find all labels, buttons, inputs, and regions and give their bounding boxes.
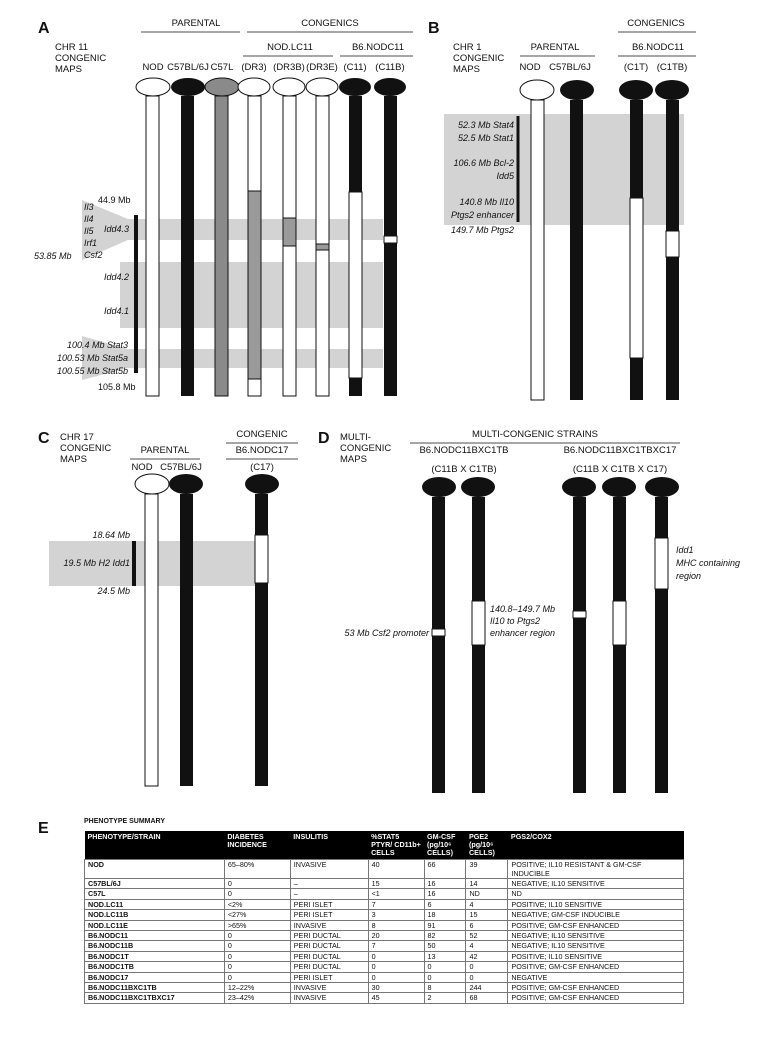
panel-c-title-line3: MAPS <box>60 454 87 465</box>
table-cell: 16 <box>424 889 466 899</box>
table-row <box>85 930 684 940</box>
table-cell: 0 <box>224 962 290 972</box>
table-cell: 8 <box>368 920 424 930</box>
table-cell: 50 <box>424 941 466 951</box>
table-cell: POSITIVE; GM-CSF ENHANCED <box>508 962 684 972</box>
idd5-label: Idd5 <box>496 171 514 181</box>
group1-header: B6.NODC11BXC1TB <box>419 445 509 456</box>
panel-c-label: C <box>38 430 50 447</box>
panel-d <box>318 429 740 793</box>
table-cell: 14 <box>466 879 508 889</box>
phenotype-summary-title: PHENOTYPE SUMMARY <box>84 818 166 825</box>
gene-ptgs2: 149.7 Mb Ptgs2 <box>450 225 514 235</box>
gene-stat1: 52.5 Mb Stat1 <box>457 133 514 143</box>
table-cell: 0 <box>224 941 290 951</box>
table-cell: 15 <box>368 879 424 889</box>
table-cell: PERI ISLET <box>290 910 368 920</box>
table-cell: 4 <box>466 941 508 951</box>
table-cell: 39 <box>466 860 508 879</box>
chr-d2-c1tb <box>602 477 636 793</box>
strain-cell: NOD.LC11B <box>85 910 225 920</box>
table-cell: 0 <box>424 962 466 972</box>
idd4-3-label: Idd4.3 <box>104 224 130 234</box>
table-cell: POSITIVE; IL10 SENSITIVE <box>508 899 684 909</box>
panel-b-b6nodc11-header: B6.NODC11 <box>631 42 685 53</box>
strain-c11b: (C11B) <box>375 62 405 73</box>
gene-il4: Il4 <box>84 214 94 224</box>
table-cell: 7 <box>368 941 424 951</box>
panel-b-label: B <box>428 20 440 37</box>
panel-d-title-line1: MULTI- <box>340 432 371 443</box>
panel-b-congenics-header: CONGENICS <box>627 18 685 29</box>
panel-e-label: E <box>38 820 49 837</box>
strain-b-nod: NOD <box>519 62 541 73</box>
table-cell: 68 <box>466 993 508 1003</box>
table-cell: POSITIVE; GM-CSF ENHANCED <box>508 993 684 1003</box>
strain-nod: NOD <box>142 62 164 73</box>
table-row <box>85 910 684 920</box>
panel-c-b6nodc17-header: B6.NODC17 <box>235 445 289 456</box>
table-row <box>85 920 684 930</box>
table-cell: – <box>290 879 368 889</box>
table-cell: PERI ISLET <box>290 899 368 909</box>
table-cell: 6 <box>466 920 508 930</box>
strain-c57l: C57L <box>210 62 234 73</box>
panel-c-title-line1: CHR 17 <box>60 432 94 443</box>
table-cell: INVASIVE <box>290 920 368 930</box>
strain-dr3b: (DR3B) <box>273 62 305 73</box>
gene-il5: Il5 <box>84 226 94 236</box>
table-cell: 13 <box>424 951 466 961</box>
panel-a-label: A <box>38 20 50 37</box>
table-cell: 0 <box>368 972 424 982</box>
table-cell: 45 <box>368 993 424 1003</box>
table-cell: POSITIVE; GM-CSF ENHANCED <box>508 920 684 930</box>
strain-b-c57bl6j: C57BL/6J <box>549 62 591 73</box>
ann-il10-line3: enhancer region <box>490 628 556 638</box>
strain-dr3: (DR3) <box>241 62 267 73</box>
panel-a-title-line1: CHR 11 <box>55 42 89 53</box>
table-cell: 66 <box>424 860 466 879</box>
gene-stat5a: 100.53 Mb Stat5a <box>56 353 128 363</box>
panel-a-nodlc11-header: NOD.LC11 <box>267 42 313 53</box>
ann-idd1-line3: region <box>676 571 702 581</box>
strain-cell: B6.NODC11B <box>85 941 225 951</box>
table-row <box>85 879 684 889</box>
table-cell: 91 <box>424 920 466 930</box>
panel-c-parental-header: PARENTAL <box>140 445 190 456</box>
gene-il3: Il3 <box>84 202 94 212</box>
table-cell: ND <box>466 889 508 899</box>
table-cell: INVASIVE <box>290 860 368 879</box>
table-cell: PERI ISLET <box>290 972 368 982</box>
table-cell: 30 <box>368 982 424 992</box>
phenotype-summary-table <box>84 831 684 1004</box>
strain-cell: B6.NODC11BXC1TB <box>85 982 225 992</box>
strain-cell: C57L <box>85 889 225 899</box>
strain-cell: NOD <box>85 860 225 879</box>
strain-cell: B6.NODC1T <box>85 951 225 961</box>
mb-24-5: 24.5 Mb <box>97 586 130 596</box>
table-row <box>85 941 684 951</box>
col-pge2: PGE2 (pg/10⁶ CELLS) <box>466 831 508 860</box>
ann-il10-line2: Il10 to Ptgs2 <box>490 616 541 626</box>
group1-strains: (C11B X C1TB) <box>431 464 497 475</box>
table-cell: 82 <box>424 930 466 940</box>
table-cell: NEGATIVE; IL10 SENSITIVE <box>508 941 684 951</box>
table-row <box>85 962 684 972</box>
table-cell: 0 <box>224 951 290 961</box>
strain-c1tb: (C1TB) <box>656 62 688 73</box>
table-cell: POSITIVE; GM-CSF ENHANCED <box>508 982 684 992</box>
col-diabetes-incidence: DIABETES INCIDENCE <box>224 831 290 860</box>
strain-cell: NOD.LC11E <box>85 920 225 930</box>
table-cell: 52 <box>466 930 508 940</box>
panel-d-header: MULTI-CONGENIC STRAINS <box>472 429 598 440</box>
table-cell: 4 <box>466 899 508 909</box>
table-cell: <1 <box>368 889 424 899</box>
panel-b <box>428 18 696 400</box>
strain-cell: B6.NODC11BXC1TBXC17 <box>85 993 225 1003</box>
table-header-row <box>85 831 684 860</box>
table-row <box>85 951 684 961</box>
panel-a-congenics-header: CONGENICS <box>301 18 359 29</box>
table-cell: 2 <box>424 993 466 1003</box>
table-cell: 20 <box>368 930 424 940</box>
gene-csf2: Csf2 <box>84 250 103 260</box>
gene-stat5b: 100.55 Mb Stat5b <box>56 366 128 376</box>
table-cell: 0 <box>224 930 290 940</box>
panel-a-title-line2: CONGENIC <box>55 53 107 64</box>
table-cell: 0 <box>466 962 508 972</box>
table-cell: PERI DUCTAL <box>290 951 368 961</box>
panel-a-parental-header: PARENTAL <box>171 18 221 29</box>
table-cell: 0 <box>424 972 466 982</box>
gene-stat3: 100.4 Mb Stat3 <box>66 340 128 350</box>
panel-d-label: D <box>318 430 330 447</box>
ann-idd1-line2: MHC containing <box>676 558 741 568</box>
table-cell: 0 <box>224 889 290 899</box>
strain-cell: B6.NODC11 <box>85 930 225 940</box>
gene-bcl2: 106.6 Mb Bcl-2 <box>453 158 514 168</box>
table-cell: PERI DUCTAL <box>290 962 368 972</box>
col-gmcsf: GM-CSF (pg/10⁶ CELLS) <box>424 831 466 860</box>
table-cell: NEGATIVE <box>508 972 684 982</box>
strain-cell: C57BL/6J <box>85 879 225 889</box>
table-cell: ND <box>508 889 684 899</box>
panel-b-parental-header: PARENTAL <box>530 42 580 53</box>
strain-c-c57bl6j: C57BL/6J <box>160 462 202 473</box>
table-cell: – <box>290 889 368 899</box>
table-cell: 0 <box>466 972 508 982</box>
col-phenotype-strain: PHENOTYPE/STRAIN <box>85 831 225 860</box>
col-pgs2-cox2: PGS2/COX2 <box>508 831 684 860</box>
panel-a-b6nodc11-header: B6.NODC11 <box>351 42 405 53</box>
table-cell: 0 <box>368 962 424 972</box>
strain-c17: (C17) <box>250 462 274 473</box>
table-cell: 12–22% <box>224 982 290 992</box>
table-row <box>85 993 684 1003</box>
table-cell: <2% <box>224 899 290 909</box>
col-insulitis: INSULITIS <box>290 831 368 860</box>
table-cell: 7 <box>368 899 424 909</box>
idd4-2-label: Idd4.2 <box>104 272 130 282</box>
chr-nod-c <box>135 474 169 786</box>
table-row <box>85 982 684 992</box>
gene-il10: 140.8 Mb Il10 <box>459 197 514 207</box>
strain-c57bl6j: C57BL/6J <box>167 62 209 73</box>
strain-c11: (C11) <box>343 62 367 73</box>
panel-c-title-line2: CONGENIC <box>60 443 112 454</box>
chr-d2-c11b <box>562 477 596 793</box>
table-cell: 244 <box>466 982 508 992</box>
table-row <box>85 899 684 909</box>
table-cell: 0 <box>224 972 290 982</box>
group2-strains: (C11B X C1TB X C17) <box>572 464 668 475</box>
gene-irf1: Irf1 <box>84 238 98 248</box>
table-cell: 16 <box>424 879 466 889</box>
col-stat5: %STAT5 PTYR/ CD11b+ CELLS <box>368 831 424 860</box>
table-cell: INVASIVE <box>290 982 368 992</box>
panel-b-title-line3: MAPS <box>453 64 480 75</box>
ann-csf2-promoter: 53 Mb Csf2 promoter <box>344 628 429 638</box>
table-cell: PERI DUCTAL <box>290 930 368 940</box>
table-cell: INVASIVE <box>290 993 368 1003</box>
strain-c1t: (C1T) <box>623 62 649 73</box>
table-row <box>85 972 684 982</box>
group2-header: B6.NODC11BXC1TBXC17 <box>563 445 677 456</box>
table-cell: NEGATIVE; IL10 SENSITIVE <box>508 879 684 889</box>
ann-idd1-line1: Idd1 <box>676 545 694 555</box>
panel-a-title-line3: MAPS <box>55 64 82 75</box>
panel-a <box>34 18 413 396</box>
mb-18-64: 18.64 Mb <box>92 530 130 540</box>
idd4-1-label: Idd4.1 <box>104 306 130 316</box>
table-cell: 15 <box>466 910 508 920</box>
table-cell: >65% <box>224 920 290 930</box>
strain-cell: NOD.LC11 <box>85 899 225 909</box>
strain-cell: B6.NODC1TB <box>85 962 225 972</box>
table-row <box>85 889 684 899</box>
table-cell: PERI DUCTAL <box>290 941 368 951</box>
gene-stat4: 52.3 Mb Stat4 <box>457 120 514 130</box>
table-cell: 65–80% <box>224 860 290 879</box>
table-cell: 0 <box>368 951 424 961</box>
table-cell: 6 <box>424 899 466 909</box>
panel-b-title-line1: CHR 1 <box>453 42 482 53</box>
strain-cell: B6.NODC17 <box>85 972 225 982</box>
ann-il10-line1: 140.8–149.7 Mb <box>490 604 556 614</box>
table-cell: 40 <box>368 860 424 879</box>
panel-b-title-line2: CONGENIC <box>453 53 505 64</box>
table-cell: 0 <box>224 879 290 889</box>
table-cell: POSITIVE; IL10 SENSITIVE <box>508 951 684 961</box>
ptgs2-enhancer-label: Ptgs2 enhancer <box>450 210 514 220</box>
chr-d2-c17 <box>645 477 679 793</box>
table-cell: 42 <box>466 951 508 961</box>
strain-c-nod: NOD <box>131 462 153 473</box>
panel-d-title-line3: MAPS <box>340 454 367 465</box>
mb-19-5-h2-idd1: 19.5 Mb H2 Idd1 <box>63 558 130 568</box>
chr-c57bl6j-c <box>169 474 203 786</box>
mb-53-85: 53.85 Mb <box>34 251 72 261</box>
table-cell: NEGATIVE; IL10 SENSITIVE <box>508 930 684 940</box>
table-cell: 8 <box>424 982 466 992</box>
table-cell: 3 <box>368 910 424 920</box>
table-row <box>85 860 684 879</box>
table-cell: NEGATIVE; GM-CSF INDUCIBLE <box>508 910 684 920</box>
panel-c-congenic-header: CONGENIC <box>236 429 288 440</box>
panel-c <box>38 429 298 786</box>
chr-c17 <box>245 474 279 786</box>
table-cell: POSITIVE; IL10 RESISTANT & GM-CSF INDUCIBLE <box>508 860 684 879</box>
table-cell: <27% <box>224 910 290 920</box>
strain-dr3e: (DR3E) <box>306 62 338 73</box>
mb-44-9: 44.9 Mb <box>98 195 131 205</box>
mb-105-8: 105.8 Mb <box>98 382 136 392</box>
panel-d-title-line2: CONGENIC <box>340 443 392 454</box>
table-cell: 18 <box>424 910 466 920</box>
table-cell: 23–42% <box>224 993 290 1003</box>
